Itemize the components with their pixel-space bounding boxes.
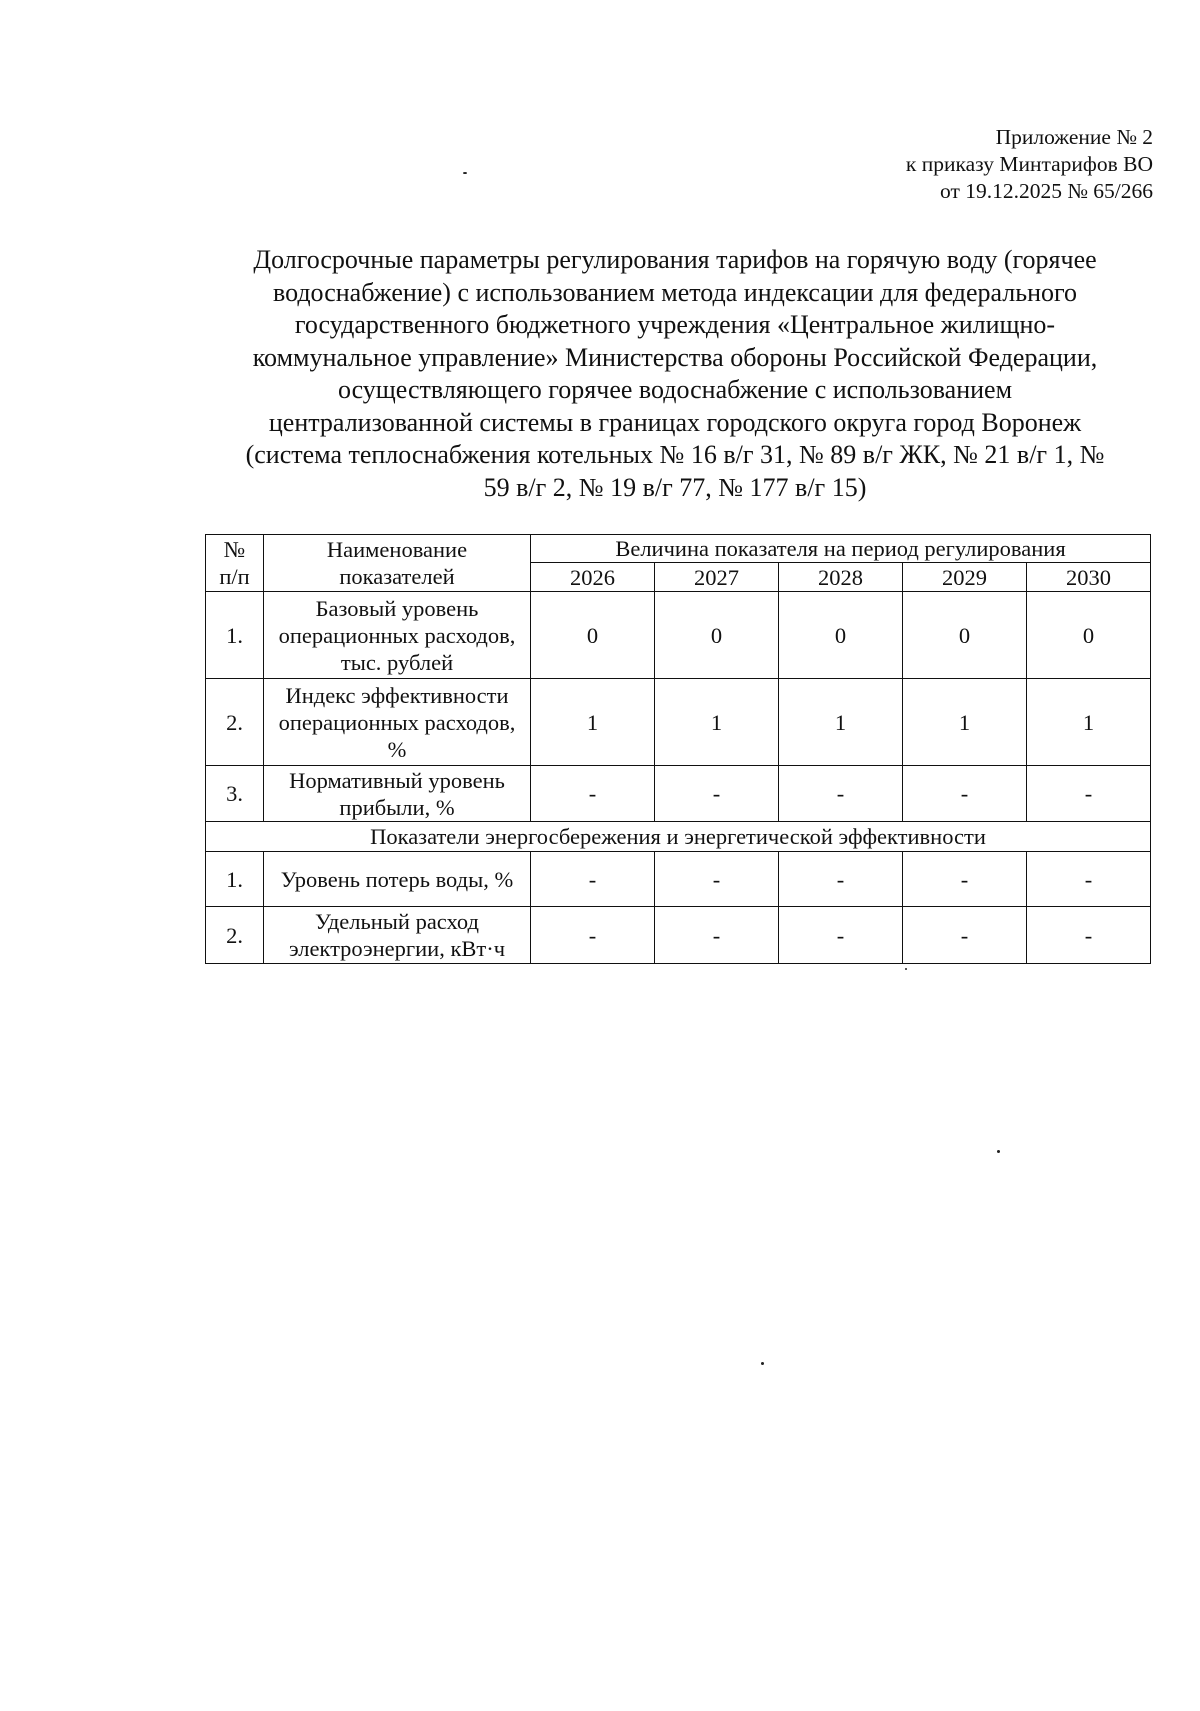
row-name: Базовый уровень операционных расходов, тыс. рублей bbox=[264, 592, 531, 679]
appendix-order-date: от 19.12.2025 № 65/266 bbox=[940, 179, 1153, 203]
header-year: 2029 bbox=[903, 563, 1027, 592]
row-value: 0 bbox=[1027, 592, 1151, 679]
row-num: 3. bbox=[206, 766, 264, 822]
row-value: 0 bbox=[655, 592, 779, 679]
section-row bbox=[206, 822, 1151, 852]
scan-speck bbox=[463, 172, 467, 174]
document-title bbox=[200, 244, 1150, 504]
header-name-line2: показателей bbox=[339, 564, 455, 589]
title-line: 59 в/г 2, № 19 в/г 77, № 177 в/г 15) bbox=[483, 472, 867, 502]
row-name: Удельный расход электроэнергии, кВт·ч bbox=[264, 907, 531, 964]
row-name: Индекс эффективности операционных расходов, % bbox=[264, 679, 531, 766]
header-year: 2026 bbox=[531, 563, 655, 592]
row-value: - bbox=[1027, 766, 1151, 822]
title-line: государственного бюджетного учреждения «Центральное жилищно- bbox=[294, 310, 1056, 339]
row-value: - bbox=[531, 852, 655, 907]
header-num-line1: № bbox=[223, 537, 246, 562]
scan-speck bbox=[905, 968, 907, 970]
row-num: 2. bbox=[206, 907, 264, 964]
header-num bbox=[206, 535, 264, 592]
row-name: Нормативный уровень прибыли, % bbox=[264, 766, 531, 822]
row-value: - bbox=[1027, 852, 1151, 907]
row-value: - bbox=[655, 852, 779, 907]
table-row bbox=[206, 592, 1151, 679]
title-line: Долгосрочные параметры регулирования тарифов на горячую воду (горячее bbox=[253, 245, 1097, 274]
title-line: осуществляющего горячее водоснабжение с использованием bbox=[337, 375, 1013, 404]
appendix-order-ref: к приказу Минтарифов ВО bbox=[905, 152, 1153, 176]
header-year: 2028 bbox=[779, 563, 903, 592]
row-value: 1 bbox=[655, 679, 779, 766]
header-year: 2027 bbox=[655, 563, 779, 592]
appendix-number: Приложение № 2 bbox=[995, 125, 1153, 149]
row-num: 2. bbox=[206, 679, 264, 766]
header-name-line1: Наименование bbox=[326, 537, 468, 562]
header-row bbox=[206, 535, 1151, 563]
row-value: 1 bbox=[1027, 679, 1151, 766]
row-value: - bbox=[779, 766, 903, 822]
row-value: - bbox=[1027, 907, 1151, 964]
row-value: 0 bbox=[903, 592, 1027, 679]
row-value: - bbox=[655, 907, 779, 964]
row-value: - bbox=[655, 766, 779, 822]
row-name: Уровень потерь воды, % bbox=[264, 852, 531, 907]
header-period: Величина показателя на период регулирования bbox=[531, 535, 1151, 563]
row-value: - bbox=[779, 907, 903, 964]
row-value: - bbox=[531, 907, 655, 964]
table-row bbox=[206, 907, 1151, 964]
row-value: 0 bbox=[531, 592, 655, 679]
header-num-line2: п/п bbox=[219, 564, 250, 589]
row-num: 1. bbox=[206, 852, 264, 907]
row-num: 1. bbox=[206, 592, 264, 679]
row-value: - bbox=[903, 907, 1027, 964]
row-value: 1 bbox=[531, 679, 655, 766]
section-title: Показатели энергосбережения и энергетической эффективности bbox=[206, 822, 1151, 852]
row-value: - bbox=[903, 766, 1027, 822]
title-line: централизованной системы в границах городского округа город Воронеж bbox=[268, 407, 1082, 437]
title-line: водоснабжение) с использованием метода индексации для федерального bbox=[272, 277, 1078, 307]
title-line: коммунальное управление» Министерства обороны Российской Федерации, bbox=[252, 342, 1098, 372]
row-value: - bbox=[903, 852, 1027, 907]
header-name bbox=[264, 535, 531, 592]
table-row bbox=[206, 766, 1151, 822]
header-year: 2030 bbox=[1027, 563, 1151, 592]
appendix-block bbox=[906, 124, 1153, 205]
table-row bbox=[206, 679, 1151, 766]
table-row bbox=[206, 852, 1151, 907]
parameters-table bbox=[205, 534, 1151, 964]
row-value: 0 bbox=[779, 592, 903, 679]
row-value: 1 bbox=[779, 679, 903, 766]
scan-speck bbox=[997, 1150, 1000, 1153]
row-value: - bbox=[779, 852, 903, 907]
row-value: 1 bbox=[903, 679, 1027, 766]
title-line: (система теплоснабжения котельных № 16 в/г 31, № 89 в/г ЖК, № 21 в/г 1, № bbox=[245, 440, 1105, 469]
scan-speck bbox=[761, 1362, 764, 1365]
row-value: - bbox=[531, 766, 655, 822]
